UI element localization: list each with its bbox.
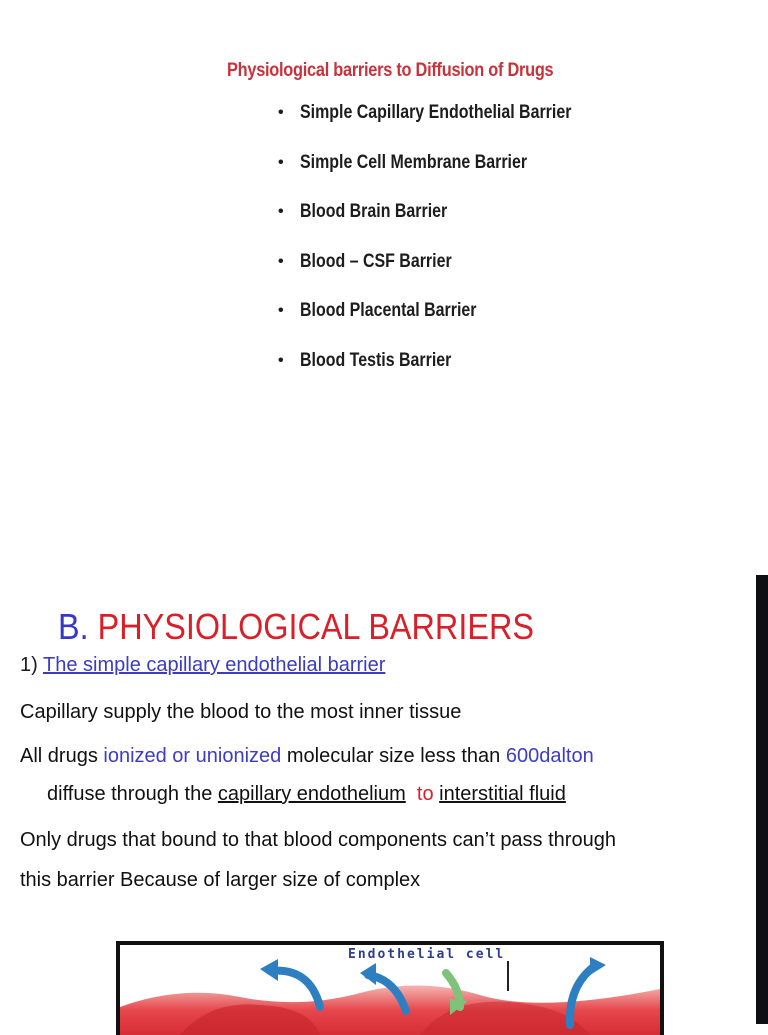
slide-1-title: Physiological barriers to Diffusion of Drugs bbox=[227, 60, 554, 81]
slide-edge-divider bbox=[756, 575, 768, 1024]
diffusion-arrow-icon bbox=[260, 959, 320, 1007]
list-item: • Blood Testis Barrier bbox=[278, 349, 452, 371]
list-item: • Simple Capillary Endothelial Barrier bbox=[278, 102, 572, 123]
bullet-icon: • bbox=[278, 104, 284, 121]
heading-prefix: B. bbox=[58, 606, 89, 647]
list-item: • Blood Brain Barrier bbox=[278, 201, 448, 223]
heading-main: PHYSIOLOGICAL BARRIERS bbox=[97, 606, 534, 647]
list-item: • Blood – CSF Barrier bbox=[278, 250, 452, 272]
body-line-1: Capillary supply the blood to the most inner tissue bbox=[20, 701, 462, 723]
bullet-icon: • bbox=[278, 351, 284, 369]
section-subtitle bbox=[20, 654, 385, 677]
bullet-icon: • bbox=[278, 203, 284, 221]
bullet-icon: • bbox=[278, 302, 284, 320]
section-subtitle-link[interactable]: The simple capillary endothelial barrier bbox=[43, 654, 386, 676]
slide-2-heading bbox=[58, 606, 534, 648]
bullet-icon: • bbox=[278, 252, 284, 270]
section-number: 1) bbox=[20, 654, 38, 676]
list-item: • Simple Cell Membrane Barrier bbox=[278, 151, 528, 173]
figure-label: Endothelial cell bbox=[348, 947, 506, 962]
barrier-list bbox=[278, 101, 623, 399]
body-line-3: diffuse through the capillary endothelium to interstitial fluid bbox=[47, 783, 566, 805]
endothelial-figure bbox=[116, 941, 664, 1035]
body-line-5: this barrier Because of larger size of complex bbox=[20, 869, 421, 891]
body-line-2: All drugs ionized or unionized molecular size less than 600dalton bbox=[20, 745, 594, 767]
body-line-4: Only drugs that bound to that blood components can’t pass through bbox=[20, 829, 616, 851]
list-item: • Blood Placental Barrier bbox=[278, 300, 477, 322]
bullet-icon: • bbox=[278, 153, 284, 171]
